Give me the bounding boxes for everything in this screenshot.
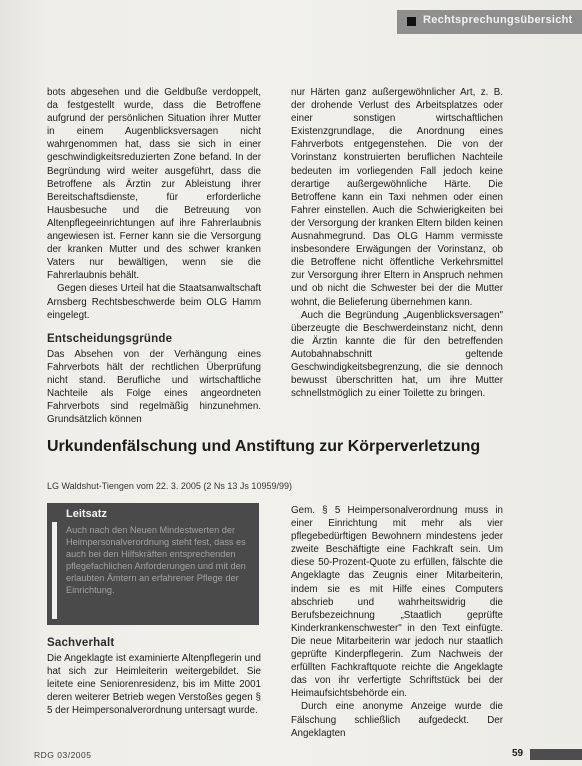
paragraph: nur Härten ganz außergewöhnlicher Art, z. B. der drohende Verlust des Arbeitsplatzes oder einer sonstigen wirtschaftlichen Existenzgrundlage, die Anordnung eines Fahrverbots entgegenstehen. Die von der Vorinstanz konstruierten beruflichen Nachteile bedeuten im vorliegenden Fall jedoch keine derartige außergewöhnliche Härte. Die Betroffene kann ein Taxi nehmen oder einen Fahrer einstellen. Auch die Schwierigkeiten bei der Versorgung der kranken Eltern bilden keinen Ausnahmegrund. Das OLG Hamm vermisste insbesondere Erwägungen der Vorinstanz, ob die Betroffene nicht öffentliche Verkehrsmittel zur Versorgung ihrer Eltern in Anspruch nehmen und ob nicht die Schwester bei der die Mutter wohnt, die Belieferung übernehmen kann. bbox=[291, 87, 503, 308]
paragraph: Gem. § 5 Heimpersonalverordnung muss in einer Einrichtung mit mehr als vier pflegebedürftigen Bewohnern mindestens jeder zweite Beschäftigte eine Fachkraft sein. Um diese 50-Prozent-Quote zu erfüllen, fälschte die Angeklagte das Zeugnis einer Mitarbeiterin, indem sie es mit Hilfe eines Computers abschrieb und wahrheitswidrig die Berufsbezeichnung „Staatlich geprüfte Kinderkrankenschwester" in den Text einfügte. Die neue Mitarbeiterin war jedoch nur staatlich geprüfte Kinderpflegerin. Zum Nachweis der erfüllten Fachkraftquote reichte die Angeklagte das von ihr verfertigte Schriftstück bei der Heimaufsichtsbehörde ein. bbox=[291, 505, 503, 700]
subheading-sachverhalt: Sachverhalt bbox=[47, 637, 115, 649]
leitsatz-paragraph: Auch nach den Neuen Mindestwerten der Heimpersonalverordnung steht fest, dass es auch bei den Hilfskräften entsprechenden pflegefachlichen Anforderungen und mit den erlaubten Ämtern an erfahrener Pflege der Einrichtung. bbox=[66, 525, 246, 596]
section-label: Rechtsprechungsübersicht bbox=[423, 14, 573, 26]
column-b bbox=[291, 86, 503, 400]
footer-bar bbox=[530, 749, 582, 760]
column-a bbox=[47, 86, 261, 426]
page-number: 59 bbox=[512, 748, 524, 759]
leitsatz-box bbox=[47, 503, 259, 625]
paragraph: bots abgesehen und die Geldbuße verdoppelt, da festgestellt wurde, dass die Betroffene aufgrund der persönlichen Situation ihrer Mutter in einem Augenblicksversagen nicht wahrgenommen hat, dass sie sich in einer geschwindigkeitsreduzierten Zone befand. In der Begründung wird weiter ausgeführt, dass die Betroffene als Ärztin zur Ableistung ihrer Bereitschaftsdienste, für erforderliche Hausbesuche und die Betreuung von Altenpflegeeinrichtungen auf ihre Fahrerlaubnis angewiesen ist. Ferner kann sie die Versorgung der kranken Mutter und des schwer kranken Vaters nur bewältigen, wenn sie die Fahrerlaubnis behält. bbox=[47, 87, 261, 282]
paragraph: Das Absehen von der Verhängung eines Fahrverbots hält der rechtlichen Überprüfung nicht stand. Berufliche und wirtschaftliche Nachteile als Folge eines angeordneten Fahrverbots sind regelmäßig hinzunehmen. Grundsätzlich können bbox=[47, 348, 261, 426]
section-square-icon bbox=[407, 17, 416, 26]
article-citation: LG Waldshut-Tiengen vom 22. 3. 2005 (2 Ns 13 Js 10959/99) bbox=[47, 481, 292, 491]
paragraph: Durch eine anonyme Anzeige wurde die Fälschung schließlich aufgedeckt. Der Angeklagten bbox=[291, 701, 503, 739]
leitsatz-accent-bar bbox=[52, 522, 57, 619]
column-d bbox=[291, 504, 503, 740]
paragraph: Auch die Begründung „Augenblicksversagen" überzeugte die Beschwerdeinstanz nicht, denn die Ärztin kannte die für den betreffenden Autobahnabschnitt geltende Geschwindigkeitsbegrenzung, die sie dennoch bewusst überschritten hat, um ihre Mutter schnellstmöglich zu einer Toilette zu bringen. bbox=[291, 309, 503, 400]
subheading-entscheidungsgruende: Entscheidungsgründe bbox=[47, 332, 173, 345]
issue-label: RDG 03/2005 bbox=[34, 750, 92, 760]
paragraph: Gegen dieses Urteil hat die Staatsanwaltschaft Arnsberg Rechtsbeschwerde beim OLG Hamm eingelegt. bbox=[47, 283, 261, 321]
leitsatz-text bbox=[66, 524, 252, 597]
section-header-tab bbox=[397, 10, 582, 34]
article-title: Urkundenfälschung und Anstiftung zur Körperverletzung bbox=[47, 438, 481, 455]
column-c bbox=[47, 636, 261, 717]
leitsatz-heading: Leitsatz bbox=[66, 508, 107, 520]
paragraph: Die Angeklagte ist examinierte Altenpflegerin und hat sich zur Heimleiterin weitergebildet. Sie leitete eine Seniorenresidenz, bis im Mitte 2001 deren weiterer Betrieb wegen Verstoßes gegen § 5 der Heimpersonalverordnung untersagt wurde. bbox=[47, 653, 261, 717]
